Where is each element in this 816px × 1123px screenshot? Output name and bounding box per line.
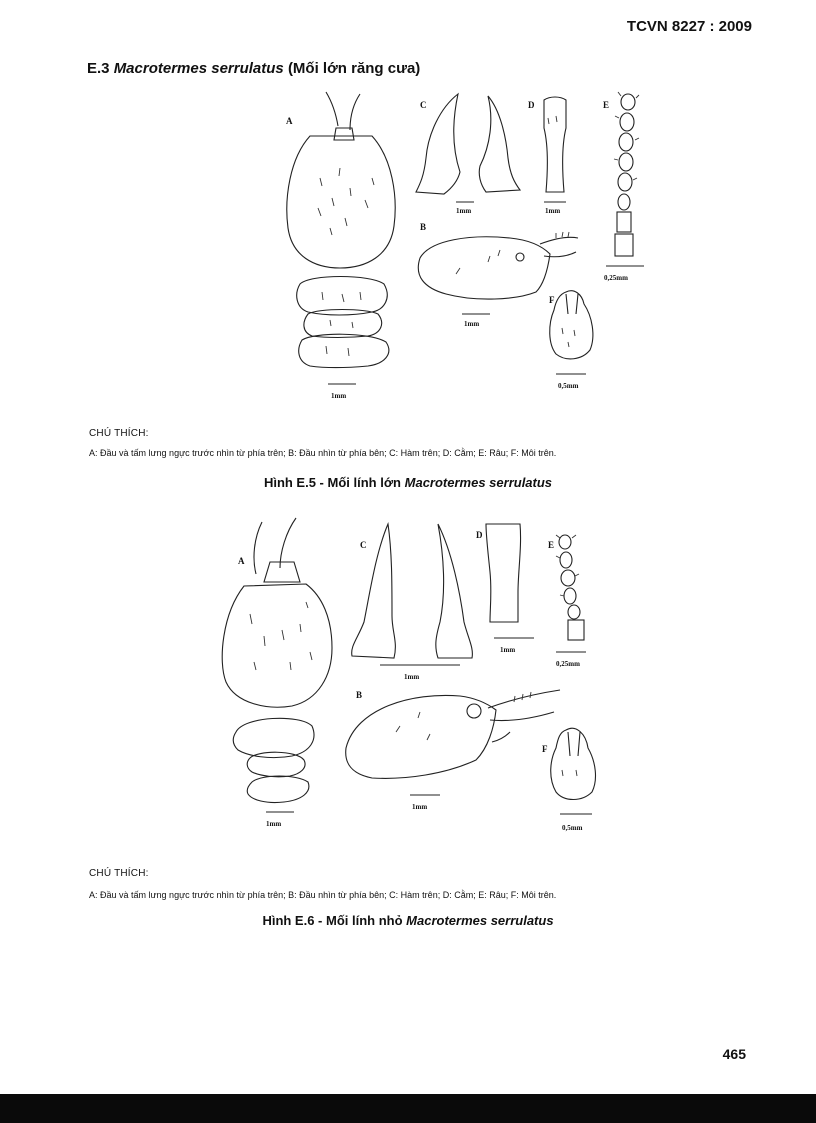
e5-label-f: F [549, 295, 555, 305]
e6-labrum [551, 728, 596, 799]
standard-code: TCVN 8227 : 2009 [626, 18, 752, 35]
e5-scale-d: 1mm [545, 207, 561, 215]
section-species: Macrotermes serrulatus [113, 60, 284, 77]
e5-pronotum [297, 277, 389, 368]
e6-label-c: C [360, 540, 367, 550]
e6-label-b: B [356, 690, 363, 700]
section-common-name: (Mối lớn răng cưa) [287, 60, 421, 77]
e5-scale-e: 0,25mm [604, 274, 628, 282]
figure-e5 [0, 88, 816, 408]
e5-antenna [614, 92, 639, 256]
e6-caption [0, 913, 816, 928]
e6-scale-a: 1mm [266, 820, 282, 828]
e6-label-f: F [542, 744, 548, 754]
e6-head-dorsal [222, 518, 332, 707]
section-heading [87, 60, 420, 77]
e6-mandibles [352, 524, 473, 658]
e6-label-d: D [476, 530, 483, 540]
e6-head-lateral [346, 690, 560, 778]
e5-scale-c: 1mm [456, 207, 472, 215]
e5-label-e: E [603, 100, 610, 110]
e5-note-label: CHÚ THÍCH: [89, 428, 149, 439]
e6-label-a: A [238, 556, 245, 566]
figure-e6 [0, 512, 816, 842]
e5-caption-species: Macrotermes serrulatus [404, 475, 553, 490]
e5-mentum [544, 97, 566, 192]
e6-scale-c: 1mm [404, 673, 420, 681]
e5-mandibles [416, 94, 520, 194]
e6-note-text: A: Đầu và tấm lưng ngực trước nhìn từ phía trên; B: Đầu nhìn từ phía bên; C: Hàm trên; D: Cằm; E: Râu; F: Môi trên. [89, 890, 557, 900]
e6-mentum [486, 524, 521, 622]
e5-caption-prefix: Hình E.5 - Mối lính lớn [263, 475, 402, 490]
e6-caption-prefix: Hình E.6 - Mối lính nhỏ [262, 913, 403, 928]
e6-note-label: CHÚ THÍCH: [89, 868, 149, 879]
e5-label-c: C [420, 100, 427, 110]
e6-pronotum [233, 718, 314, 802]
e5-scale-f: 0,5mm [558, 382, 579, 390]
e5-label-d: D [528, 100, 535, 110]
e6-antenna [556, 535, 584, 640]
e6-scale-e: 0,25mm [556, 660, 580, 668]
e5-head-lateral [418, 232, 578, 299]
e6-scale-d: 1mm [500, 646, 516, 654]
e5-label-b: B [420, 222, 427, 232]
e5-scale-b: 1mm [464, 320, 480, 328]
e6-scale-f: 0,5mm [562, 824, 583, 832]
e5-label-a: A [286, 116, 293, 126]
figure-e5-drawing [0, 88, 816, 408]
scan-edge-bar [0, 1094, 816, 1123]
e6-label-e: E [548, 540, 555, 550]
e6-caption-species: Macrotermes serrulatus [406, 913, 554, 928]
e5-labrum [550, 291, 593, 359]
e5-head-dorsal [287, 92, 395, 268]
e5-note-text: A: Đầu và tấm lưng ngực trước nhìn từ phía trên; B: Đầu nhìn từ phía bên; C: Hàm trên; D: Cằm; E: Râu; F: Môi trên. [89, 448, 557, 458]
section-number: E.3 [87, 60, 110, 77]
e5-caption [0, 475, 816, 490]
page-number: 465 [722, 1046, 746, 1062]
figure-e6-drawing [0, 512, 816, 842]
e6-scale-b: 1mm [412, 803, 428, 811]
e5-scale-a: 1mm [331, 392, 347, 400]
